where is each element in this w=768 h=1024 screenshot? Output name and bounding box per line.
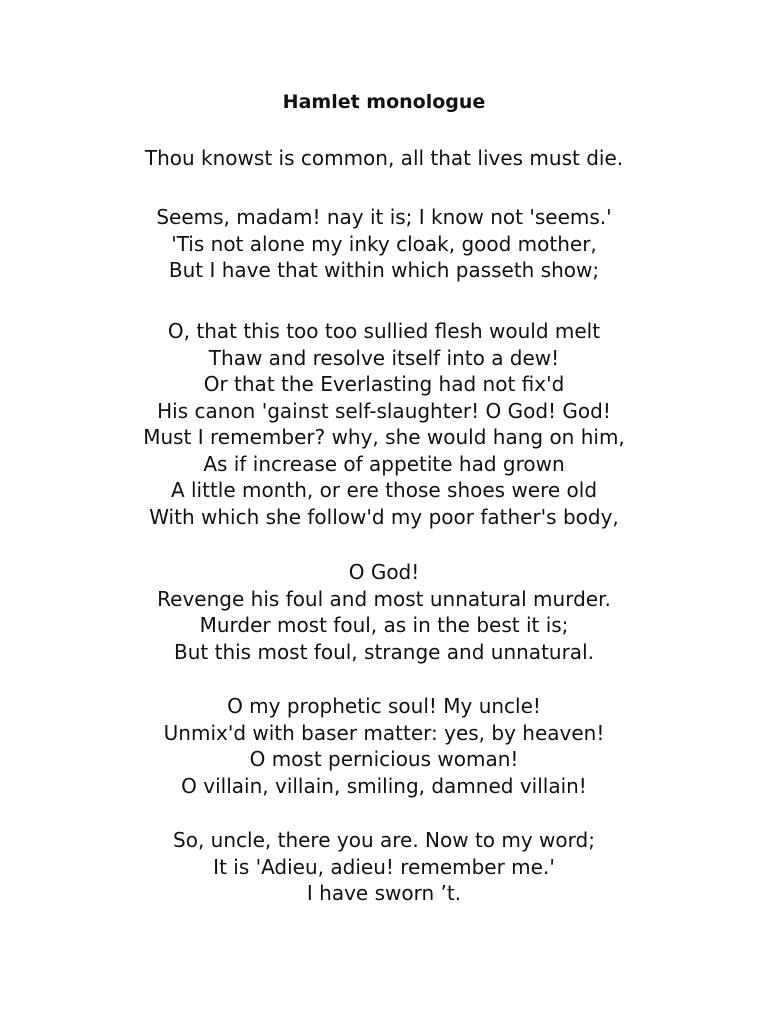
verse-line: Revenge his foul and most unnatural murder. <box>157 586 611 611</box>
stanza <box>0 204 768 284</box>
verse-line: Murder most foul, as in the best it is; <box>199 613 569 637</box>
verse-line: I have sworn ’t. <box>306 881 462 905</box>
stanza <box>0 559 768 665</box>
verse-line: Must I remember? why, she would hang on him, <box>143 425 625 449</box>
verse-line: Thaw and resolve itself into a dew! <box>208 345 560 370</box>
verse-line: But I have that within which passeth show; <box>168 258 600 282</box>
verse-line: A little month, or ere those shoes were old <box>170 478 598 502</box>
verse-line: 'Tis not alone my inky cloak, good mother, <box>171 231 597 256</box>
verse-line: Or that the Everlasting had not fix'd <box>203 372 565 396</box>
verse-line: O villain, villain, smiling, damned villain! <box>181 773 587 798</box>
verse-line: His canon 'gainst self-slaughter! O God! God! <box>157 398 611 423</box>
stanza <box>0 827 768 907</box>
verse-line: So, uncle, there you are. Now to my word; <box>173 828 595 852</box>
stanza <box>0 693 768 799</box>
verse-line: O most pernicious woman! <box>249 747 519 771</box>
document-title: Hamlet monologue <box>282 91 486 113</box>
verse-line: With which she follow'd my poor father's body, <box>149 504 619 529</box>
verse-line: It is 'Adieu, adieu! remember me.' <box>213 854 555 879</box>
verse-line: Thou knowst is common, all that lives must die. <box>144 146 624 170</box>
verse-line: Seems, madam! nay it is; I know not 'seems.' <box>156 205 612 229</box>
verse-line: Unmix'd with baser matter: yes, by heaven! <box>163 720 605 745</box>
stanza <box>0 318 768 530</box>
verse-line: O God! <box>348 560 420 584</box>
verse-line: As if increase of appetite had grown <box>203 451 565 476</box>
verse-line: But this most foul, strange and unnatural. <box>174 639 594 664</box>
stanza <box>0 145 768 172</box>
verse-line: O my prophetic soul! My uncle! <box>227 694 541 718</box>
verse-line: O, that this too too sullied flesh would melt <box>167 319 601 343</box>
